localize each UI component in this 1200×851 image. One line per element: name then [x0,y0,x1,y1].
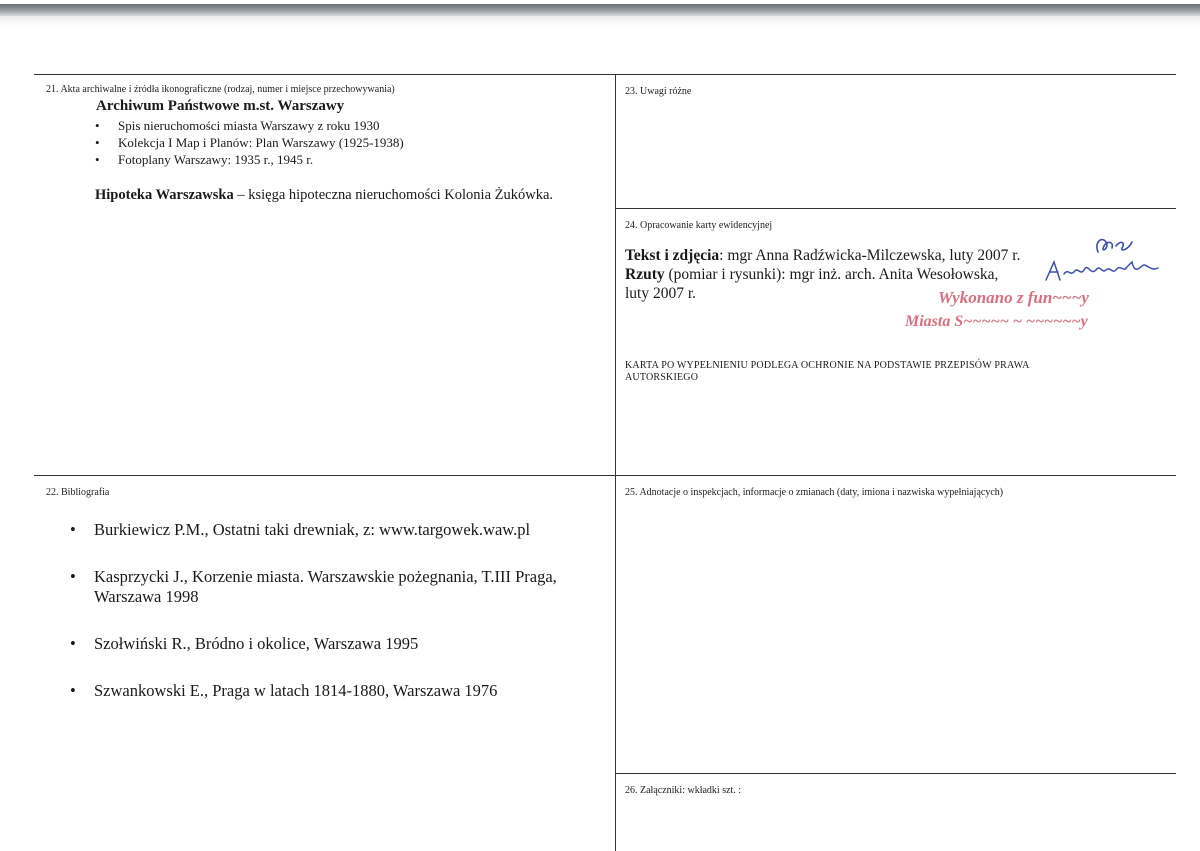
field-23-label: 23. Uwagi różne [625,86,692,97]
archive-item-text: Kolekcja I Map i Planów: Plan Warszawy (1925-1938) [118,135,404,150]
bibliography-text: Kasprzycki J., Korzenie miasta. Warszawskie pożegnania, T.III Praga, Warszawa 1998 [94,567,557,606]
field-24-label: 24. Opracowanie karty ewidencyjnej [625,220,773,231]
drawings-author: (pomiar i rysunki): mgr inż. arch. Anita Wesołowska, [664,266,999,283]
hipoteka-line [95,187,553,204]
funding-stamp-line-1: Wykonano z fun~~~y [938,288,1089,307]
bullet-icon: • [70,520,76,539]
archive-name-heading: Archiwum Państwowe m.st. Warszawy [96,98,345,114]
drawings-line [625,265,1020,284]
archive-item-text: Spis nieruchomości miasta Warszawy z roku 1930 [118,118,380,133]
bullet-icon: • [95,118,100,133]
scanner-edge-bar [0,4,1200,16]
field-26-label: 26. Załączniki: wkładki szt. : [625,785,742,796]
archive-items-list [95,117,404,168]
list-item [95,134,404,151]
rule-23-24 [616,208,1176,209]
list-item [95,151,404,168]
bibliography-item [70,567,590,607]
text-photos-title: Tekst i zdjęcia [625,247,720,264]
rule-21-22 [34,475,1176,476]
bullet-icon: • [70,634,76,653]
bullet-icon: • [70,567,76,586]
field-21-label: 21. Akta archiwalne i źródła ikonograficzne (rodzaj, numer i miejsce przechowywania) [46,84,395,95]
copyright-notice: KARTA PO WYPEŁNIENIU PODLEGA OCHRONIE NA PODSTAWIE PRZEPISÓW PRAWA AUTORSKIEGO [625,360,1030,383]
scanner-edge-shadow [0,16,1200,26]
drawings-title: Rzuty [625,266,665,283]
bibliography-text: Szwankowski E., Praga w latach 1814-1880, Warszawa 1976 [94,681,498,700]
field-25-label: 25. Adnotacje o inspekcjach, informacje o zmianach (daty, imiona i nazwiska wypełniających) [625,487,1004,498]
rule-25-26 [616,773,1176,774]
bibliography-text: Burkiewicz P.M., Ostatni taki drewniak, z: www.targowek.waw.pl [94,520,531,539]
bibliography-item [70,681,590,701]
text-photos-author: : mgr Anna Radźwicka-Milczewska, luty 2007 r. [719,247,1021,264]
table-top-rule [34,74,1176,75]
archive-item-text: Fotoplany Warszawy: 1935 r., 1945 r. [118,152,314,167]
bullet-icon: • [70,681,76,700]
drawings-date: luty 2007 r. [625,285,697,302]
handwritten-signature [1040,232,1160,292]
bibliography-text: Szołwiński R., Bródno i okolice, Warszawa 1995 [94,634,419,653]
bullet-icon: • [95,135,100,150]
table-center-divider [615,74,616,851]
bibliography-item [70,634,590,654]
bibliography-item [70,520,590,540]
bibliography-list [70,520,590,701]
field-22-label: 22. Bibliografia [46,487,110,498]
hipoteka-description: – księga hipoteczna nieruchomości Kolonia Żukówka. [233,187,554,203]
list-item [95,117,404,134]
hipoteka-title: Hipoteka Warszawska [95,187,234,203]
bullet-icon: • [95,152,100,167]
funding-stamp-line-2: Miasta S~~~~~ ~ ~~~~~~y [905,313,1088,330]
text-photos-line [625,246,1020,265]
